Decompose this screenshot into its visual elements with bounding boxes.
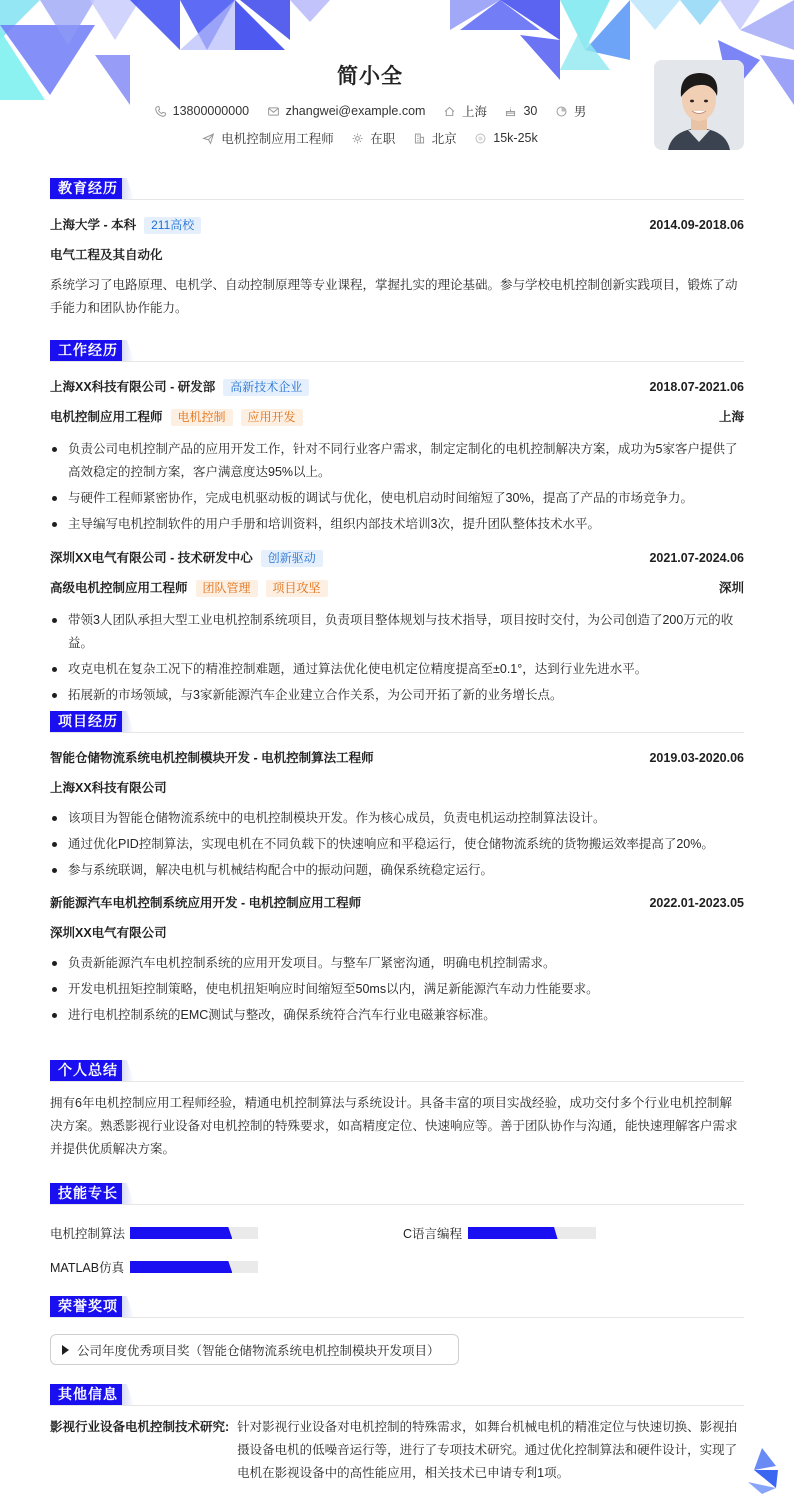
school-tag: 211高校 bbox=[144, 217, 201, 234]
gender-info bbox=[555, 102, 587, 120]
candidate-name: 简小全 bbox=[337, 65, 403, 88]
work-bullet: 攻克电机在复杂工况下的精准控制难题，通过算法优化使电机定位精度提高至±0.1°，达到行业先进水平。 bbox=[50, 658, 744, 681]
job-status: 在职 bbox=[370, 132, 396, 146]
skill-tag: 电机控制 bbox=[171, 409, 233, 426]
other-label: 影视行业设备电机控制技术研究: bbox=[50, 1420, 230, 1434]
other-section bbox=[50, 1384, 744, 1485]
company-name: 上海XX科技有限公司 - 研发部 bbox=[50, 380, 216, 394]
school-name: 上海大学 - 本科 bbox=[50, 218, 137, 232]
caret-right-icon bbox=[62, 1345, 69, 1355]
work-bullet: 拓展新的市场领域，与3家新能源汽车企业建立合作关系，为公司开拓了新的业务增长点。 bbox=[50, 684, 744, 707]
skill-name: C语言编程 bbox=[403, 1227, 463, 1241]
city-info bbox=[443, 102, 487, 120]
job-role: 高级电机控制应用工程师 bbox=[50, 581, 188, 595]
major: 电气工程及其自动化 bbox=[50, 248, 163, 262]
company-tag: 创新驱动 bbox=[261, 550, 323, 567]
section-title-awards: 荣誉奖项 bbox=[50, 1296, 126, 1317]
skill-bar bbox=[468, 1227, 596, 1239]
target-position: 电机控制应用工程师 bbox=[221, 132, 334, 146]
work-period: 2018.07-2021.06 bbox=[649, 380, 744, 394]
section-title-work: 工作经历 bbox=[50, 340, 126, 361]
home-icon bbox=[443, 105, 456, 118]
project-title: 新能源汽车电机控制系统应用开发 - 电机控制应用工程师 bbox=[50, 896, 362, 910]
work-bullet: 带领3人团队承担大型工业电机控制系统项目，负责项目整体规划与技术指导，项目按时交付，为公司创造了200万元的收益。 bbox=[50, 609, 744, 655]
city: 上海 bbox=[461, 105, 487, 119]
contact-row bbox=[0, 102, 740, 121]
project-bullet: 进行电机控制系统的EMC测试与整改，确保系统符合汽车行业电磁兼容标准。 bbox=[50, 1004, 744, 1027]
other-item bbox=[50, 1416, 744, 1485]
phone-number: 13800000000 bbox=[172, 104, 250, 118]
skill-item bbox=[50, 1258, 258, 1276]
section-title-skills: 技能专长 bbox=[50, 1183, 126, 1204]
skill-tag: 项目攻坚 bbox=[266, 580, 328, 597]
gender-icon bbox=[555, 105, 568, 118]
work-period: 2021.07-2024.06 bbox=[649, 551, 744, 565]
skill-bar bbox=[130, 1227, 258, 1239]
phone-info bbox=[154, 104, 249, 118]
avatar bbox=[654, 60, 744, 150]
project-bullet: 负责新能源汽车电机控制系统的应用开发项目。与整车厂紧密沟通，明确电机控制需求。 bbox=[50, 952, 744, 975]
summary-text: 拥有6年电机控制应用工程师经验，精通电机控制算法与系统设计。具备丰富的项目实战经验，成功交付多个行业电机控制解决方案。熟悉影视行业设备对电机控制的特殊要求，如高精度定位、快速响应等。善于团队协作与沟通，能快速理解客户需求并提供优质解决方案。 bbox=[50, 1096, 738, 1156]
skill-bar bbox=[130, 1261, 258, 1273]
phone-icon bbox=[154, 105, 167, 118]
cake-icon bbox=[504, 105, 517, 118]
work-location: 上海 bbox=[718, 410, 744, 424]
send-icon bbox=[202, 132, 215, 145]
section-title-education: 教育经历 bbox=[50, 178, 126, 199]
skill-item bbox=[403, 1224, 596, 1242]
summary-section bbox=[50, 1060, 744, 1161]
other-value: 针对影视行业设备对电机控制的特殊需求，如舞台机械电机的精准定位与快速切换、影视拍摄设备电机的低噪音运行等，进行了专项技术研究。通过优化控制算法和硬件设计，实现了电机在影视设备中的高性能应用，相关技术已申请专利1项。 bbox=[237, 1420, 738, 1480]
projects-section bbox=[50, 711, 744, 1030]
age-info bbox=[504, 104, 537, 118]
work-bullet: 主导编写电机控制软件的用户手册和培训资料，组织内部技术培训3次，提升团队整体技术水平。 bbox=[50, 513, 744, 536]
work-section bbox=[50, 340, 744, 710]
resume-header bbox=[0, 0, 794, 170]
salary-info bbox=[474, 131, 537, 145]
major-row bbox=[50, 240, 744, 270]
company-tag: 高新技术企业 bbox=[223, 379, 309, 396]
skill-item bbox=[50, 1224, 258, 1242]
job-intent-row bbox=[0, 129, 740, 148]
mail-icon bbox=[267, 105, 280, 118]
work-entry bbox=[50, 372, 744, 536]
project-bullet: 通过优化PID控制算法，实现电机在不同负载下的快速响应和平稳运行，使仓储物流系统的货物搬运效率提高了20%。 bbox=[50, 833, 744, 856]
skill-tag: 团队管理 bbox=[196, 580, 258, 597]
target-city: 北京 bbox=[431, 132, 457, 146]
education-period: 2014.09-2018.06 bbox=[649, 218, 744, 232]
education-row bbox=[50, 210, 744, 240]
section-title-projects: 项目经历 bbox=[50, 711, 126, 732]
project-period: 2022.01-2023.05 bbox=[649, 896, 744, 910]
project-entry bbox=[50, 743, 744, 882]
target-city-info bbox=[413, 129, 457, 147]
age: 30 bbox=[523, 104, 538, 118]
award-text: 公司年度优秀项目奖（智能仓储物流系统电机控制模块开发项目） bbox=[77, 1343, 440, 1358]
skills-section bbox=[50, 1183, 744, 1285]
skill-name: 电机控制算法 bbox=[50, 1227, 126, 1241]
skill-bar-fill bbox=[130, 1227, 232, 1239]
project-company: 深圳XX电气有限公司 bbox=[50, 926, 167, 940]
section-title-summary: 个人总结 bbox=[50, 1060, 126, 1081]
expected-salary: 15k-25k bbox=[493, 131, 538, 145]
awards-section bbox=[50, 1296, 744, 1365]
building-icon bbox=[413, 132, 426, 145]
project-title: 智能仓储物流系统电机控制模块开发 - 电机控制算法工程师 bbox=[50, 751, 374, 765]
project-bullet: 参与系统联调，解决电机与机械结构配合中的振动问题，确保系统稳定运行。 bbox=[50, 859, 744, 882]
work-bullet: 与硬件工程师紧密协作，完成电机驱动板的调试与优化，使电机启动时间缩短了30%，提高了产品的市场竞争力。 bbox=[50, 487, 744, 510]
position-info bbox=[202, 129, 334, 147]
work-entry bbox=[50, 543, 744, 707]
section-title-other: 其他信息 bbox=[50, 1384, 126, 1405]
skill-tag: 应用开发 bbox=[241, 409, 303, 426]
work-location: 深圳 bbox=[718, 581, 744, 595]
skill-name: MATLAB仿真 bbox=[50, 1261, 125, 1275]
education-description: 系统学习了电路原理、电机学、自动控制原理等专业课程，掌握扎实的理论基础。参与学校电机控制创新实践项目，锻炼了动手能力和团队协作能力。 bbox=[50, 278, 738, 315]
skill-bar-fill bbox=[130, 1261, 232, 1273]
company-name: 深圳XX电气有限公司 - 技术研发中心 bbox=[50, 551, 253, 565]
job-role: 电机控制应用工程师 bbox=[50, 410, 163, 424]
gear-icon bbox=[351, 132, 364, 145]
email-address: zhangwei@example.com bbox=[285, 104, 426, 118]
project-bullet: 该项目为智能仓储物流系统中的电机控制模块开发。作为核心成员，负责电机运动控制算法设计。 bbox=[50, 807, 744, 830]
award-item[interactable] bbox=[50, 1334, 459, 1365]
skill-bar-fill bbox=[468, 1227, 558, 1239]
project-entry bbox=[50, 888, 744, 1027]
profile-photo bbox=[654, 60, 744, 150]
work-bullet: 负责公司电机控制产品的应用开发工作，针对不同行业客户需求，制定定制化的电机控制解决方案，成功为5家客户提供了高效稳定的控制方案，客户满意度达95%以上。 bbox=[50, 438, 744, 484]
email-info bbox=[267, 104, 426, 118]
gender: 男 bbox=[573, 105, 587, 119]
project-period: 2019.03-2020.06 bbox=[649, 751, 744, 765]
education-section bbox=[50, 178, 744, 320]
corner-decoration bbox=[740, 1440, 794, 1497]
coin-icon bbox=[474, 132, 487, 145]
project-bullet: 开发电机扭矩控制策略，使电机扭矩响应时间缩短至50ms以内，满足新能源汽车动力性能要求。 bbox=[50, 978, 744, 1001]
status-info bbox=[351, 129, 395, 147]
project-company: 上海XX科技有限公司 bbox=[50, 781, 167, 795]
